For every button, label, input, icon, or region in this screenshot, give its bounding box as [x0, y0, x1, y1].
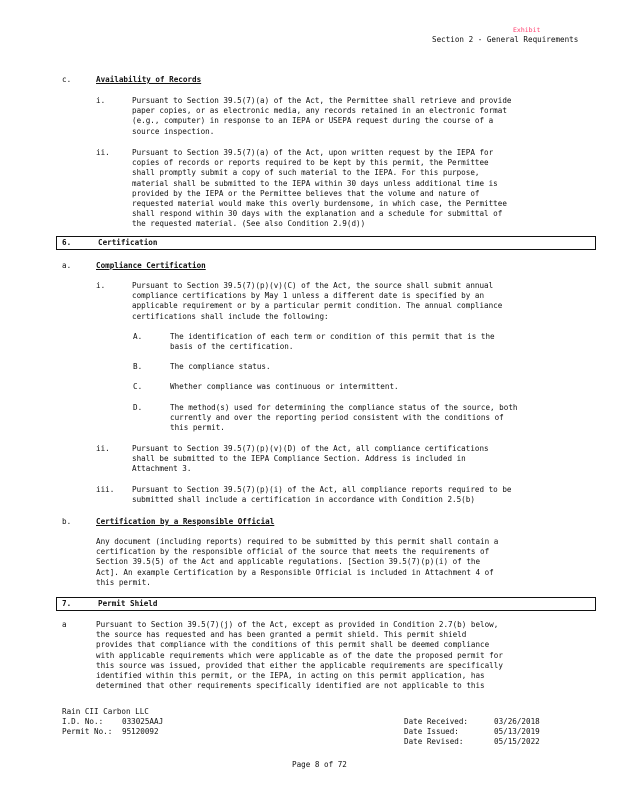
paragraph [96, 537, 498, 588]
compliance-certification-heading: Compliance Certification [96, 261, 206, 270]
text-line: Pursuant to Section 39.5(7)(p)(i) of the Act, all compliance reports required to be [132, 485, 512, 494]
text-line: (e.g., computer) in response to an IEPA or USEPA request during the course of a [132, 116, 494, 126]
text-line: The compliance status. [170, 362, 271, 371]
text-line: source inspection. [132, 126, 215, 136]
paragraph [132, 96, 511, 137]
page-number: Page 8 of 72 [292, 760, 347, 769]
date-issued-value: 05/13/2019 [494, 727, 540, 736]
item-num: ii. [96, 148, 110, 157]
section-7-number: 7. [62, 599, 72, 608]
text-line: this permit. [170, 423, 225, 433]
section-6-number: 6. [62, 238, 72, 247]
paragraph [170, 403, 517, 434]
text-line: paper copies, or as electronic media, any records retained in an electronic format [132, 106, 507, 116]
text-line: this permit. [96, 577, 151, 587]
text-line: Section 39.5(5) of the Act and applicable regulations. [Section 39.5(7)(p)(i) of the [96, 557, 481, 567]
paragraph [96, 620, 503, 691]
text-line: the source has requested and has been granted a permit shield. This permit shield [96, 630, 467, 640]
item-num: i. [96, 281, 106, 290]
text-line: requested material would make this overly burdensome, in which case, the Permittee [132, 199, 507, 209]
text-line: Whether compliance was continuous or intermittent. [170, 382, 399, 391]
paragraph [132, 485, 511, 505]
text-line: Act]. An example Certification by a Responsible Official is included in Attachment 4 of [96, 567, 494, 577]
text-line: basis of the certification. [170, 342, 294, 352]
sub-letter: B. [133, 362, 143, 371]
text-line: Pursuant to Section 39.5(7)(p)(v)(D) of the Act, all compliance certifications [132, 444, 489, 453]
text-line: The method(s) used for determining the compliance status of the source, both [170, 403, 518, 412]
subsection-letter: a [62, 620, 67, 629]
subsection-letter: b. [62, 517, 72, 526]
company-name: Rain CII Carbon LLC [62, 707, 149, 716]
paragraph [132, 148, 507, 230]
text-line: with applicable requirements which were applicable as of the date the proposed permit for [96, 650, 503, 660]
text-line: Any document (including reports) required to be submitted by this permit shall contain a [96, 537, 499, 546]
text-line: Attachment 3. [132, 464, 192, 474]
text-line: certifications shall include the following: [132, 311, 329, 321]
section-header: Section 2 - General Requirements [432, 35, 579, 44]
paragraph [170, 362, 271, 372]
text-line: certification by the responsible official of the source that meets the requirements of [96, 547, 490, 557]
section-7-title: Permit Shield [98, 599, 158, 608]
text-line: compliance certifications by May 1 unless a different date is specified by an [132, 291, 485, 301]
permit-label: Permit No.: [62, 727, 113, 736]
paragraph [170, 332, 495, 352]
text-line: provided by the IEPA or the Permittee believes that the volume and nature of [132, 188, 480, 198]
id-label: I.D. No.: [62, 717, 104, 726]
text-line: applicable requirement or by a particular permit condition. The annual compliance [132, 301, 503, 311]
item-num: ii. [96, 444, 110, 453]
text-line: shall respond within 30 days with the explanation and a schedule for submittal of [132, 209, 503, 219]
item-num: i. [96, 96, 106, 105]
text-line: currently and over the reporting period consistent with the conditions of [170, 413, 504, 423]
exhibit-stamp: Exhibit [513, 26, 541, 34]
text-line: material shall be submitted to the IEPA within 30 days unless additional time is [132, 178, 498, 188]
text-line: copies of records or reports required to be kept by this permit, the Permittee [132, 158, 489, 168]
permit-value: 95120092 [122, 727, 159, 736]
paragraph [170, 382, 399, 392]
date-issued-label: Date Issued: [404, 727, 459, 736]
text-line: Pursuant to Section 39.5(7)(j) of the Act, except as provided in Condition 2.7(b) below, [96, 620, 499, 629]
text-line: Pursuant to Section 39.5(7)(a) of the Act, the Permittee shall retrieve and provide [132, 96, 512, 105]
section-6-title: Certification [98, 238, 158, 247]
responsible-official-heading: Certification by a Responsible Official [96, 517, 275, 526]
section-c-letter: c. [62, 75, 72, 84]
text-line: Pursuant to Section 39.5(7)(p)(v)(C) of the Act, the source shall submit annual [132, 281, 494, 290]
text-line: provides that compliance with the conditions of this permit shall be deemed compliance [96, 640, 490, 650]
date-revised-value: 05/15/2022 [494, 737, 540, 746]
date-revised-label: Date Revised: [404, 737, 464, 746]
sub-letter: A. [133, 332, 143, 341]
text-line: Pursuant to Section 39.5(7)(a) of the Act, upon written request by the IEPA for [132, 148, 494, 157]
paragraph [132, 281, 502, 322]
text-line: shall promptly submit a copy of such material to the IEPA. For this purpose, [132, 168, 480, 178]
date-received-value: 03/26/2018 [494, 717, 540, 726]
text-line: shall be submitted to the IEPA Compliance Section. Address is included in [132, 454, 466, 464]
sub-letter: D. [133, 403, 143, 412]
paragraph [132, 444, 489, 475]
section-c-heading: Availability of Records [96, 75, 202, 84]
item-num: iii. [96, 485, 115, 494]
text-line: this source was issued, provided that either the applicable requirements are specifically [96, 660, 503, 670]
subsection-letter: a. [62, 261, 72, 270]
id-value: 033025AAJ [122, 717, 164, 726]
text-line: the requested material. (See also Condition 2.9(d)) [132, 219, 366, 229]
text-line: The identification of each term or condition of this permit that is the [170, 332, 495, 341]
date-received-label: Date Received: [404, 717, 469, 726]
text-line: determined that other requirements specifically identified are not applicable to this [96, 681, 485, 691]
text-line: submitted shall include a certification in accordance with Condition 2.5(b) [132, 495, 475, 505]
text-line: identified within this permit, or the IEPA, in acting on this permit application, has [96, 671, 485, 681]
sub-letter: C. [133, 382, 143, 391]
